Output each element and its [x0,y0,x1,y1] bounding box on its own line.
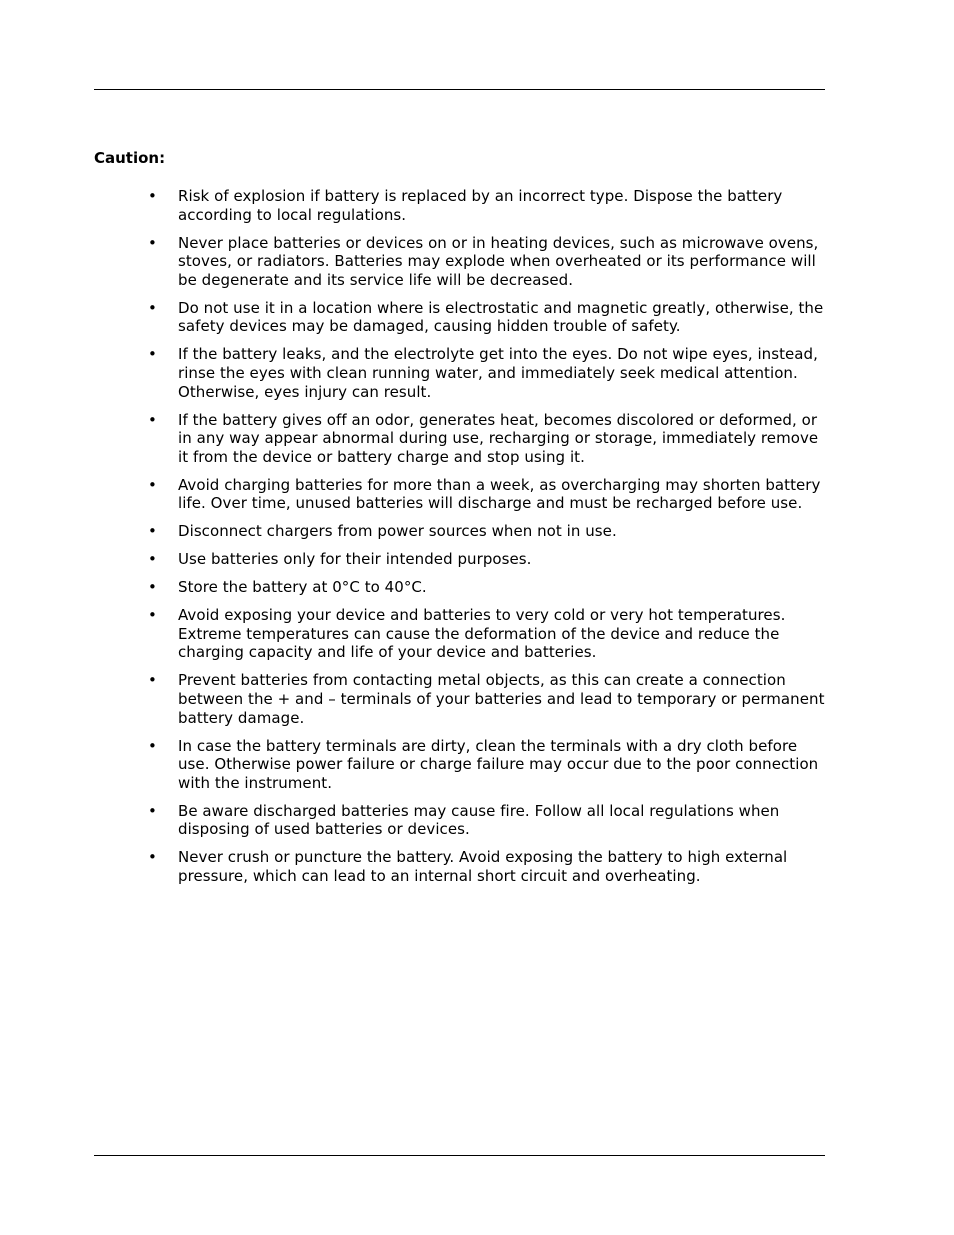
list-item-text: If the battery gives off an odor, generates heat, becomes discolored or deformed, or in any way appear abnormal during use, recharging or storage, immediately remove it from the device or battery charge and stop using it. [178,410,819,466]
list-item [148,606,828,662]
bullet-icon: • [148,187,157,205]
list-item-text: Do not use it in a location where is electrostatic and magnetic greatly, otherwise, the safety devices may be damaged, causing hidden trouble of safety. [178,298,824,336]
bullet-icon: • [148,298,157,317]
list-item [148,411,828,467]
list-item-text: In case the battery terminals are dirty, clean the terminals with a dry cloth before use. Otherwise power failure or charge failure may occur due to the poor connection with the instrument. [178,736,819,792]
list-item-text: Disconnect chargers from power sources when not in use. [178,522,617,541]
list-item [148,187,828,224]
caution-bullet-list [148,187,828,895]
list-item [148,234,828,290]
list-item [148,476,828,513]
list-item [148,671,828,727]
list-item-text: Store the battery at 0°C to 40°C. [178,578,427,597]
bullet-icon: • [148,475,157,494]
bullet-icon: • [148,736,157,755]
list-item [148,737,828,793]
footer-rule [94,1155,825,1156]
list-item [148,550,828,569]
list-item-text: Use batteries only for their intended purposes. [178,550,532,569]
list-item [148,848,828,885]
caution-heading: Caution: [94,149,166,167]
bullet-icon: • [148,345,157,364]
list-item-text: Avoid charging batteries for more than a week, as overcharging may shorten battery life. Over time, unused batteries will discharge and must be recharged before use. [178,475,821,513]
list-item-text: Avoid exposing your device and batteries to very cold or very hot temperatures. Extreme temperatures can cause the deformation of the device and reduce the charging capacity and life of your device and batteries. [178,606,786,662]
list-item [148,522,828,541]
bullet-icon: • [148,550,157,569]
list-item [148,802,828,839]
bullet-icon: • [148,578,157,597]
list-item-text: Never place batteries or devices on or in heating devices, such as microwave ovens, stoves, or radiators. Batteries may explode when overheated or its performance will be degenerate and its service life will be decreased. [178,233,819,289]
list-item-text: Prevent batteries from contacting metal objects, as this can create a connection between the + and – terminals of your batteries and lead to temporary or permanent battery damage. [178,671,825,727]
list-item-text: Never crush or puncture the battery. Avoid exposing the battery to high external pressure, which can lead to an internal short circuit and overheating. [178,848,788,885]
list-item-text: Risk of explosion if battery is replaced by an incorrect type. Dispose the battery according to local regulations. [178,187,783,224]
list-item-text: If the battery leaks, and the electrolyte get into the eyes. Do not wipe eyes, instead, rinse the eyes with clean running water, and immediately seek medical attention. Otherwise, eyes injury can result. [178,345,818,401]
list-item [148,345,828,401]
list-item [148,578,828,597]
bullet-icon: • [148,671,157,690]
bullet-icon: • [148,233,157,252]
list-item-text: Be aware discharged batteries may cause fire. Follow all local regulations when disposing of used batteries or devices. [178,801,780,839]
header-rule [94,89,825,90]
list-item [148,299,828,336]
bullet-icon: • [148,522,157,541]
bullet-icon: • [148,801,157,820]
bullet-icon: • [148,606,157,625]
bullet-icon: • [148,848,157,867]
bullet-icon: • [148,410,157,429]
